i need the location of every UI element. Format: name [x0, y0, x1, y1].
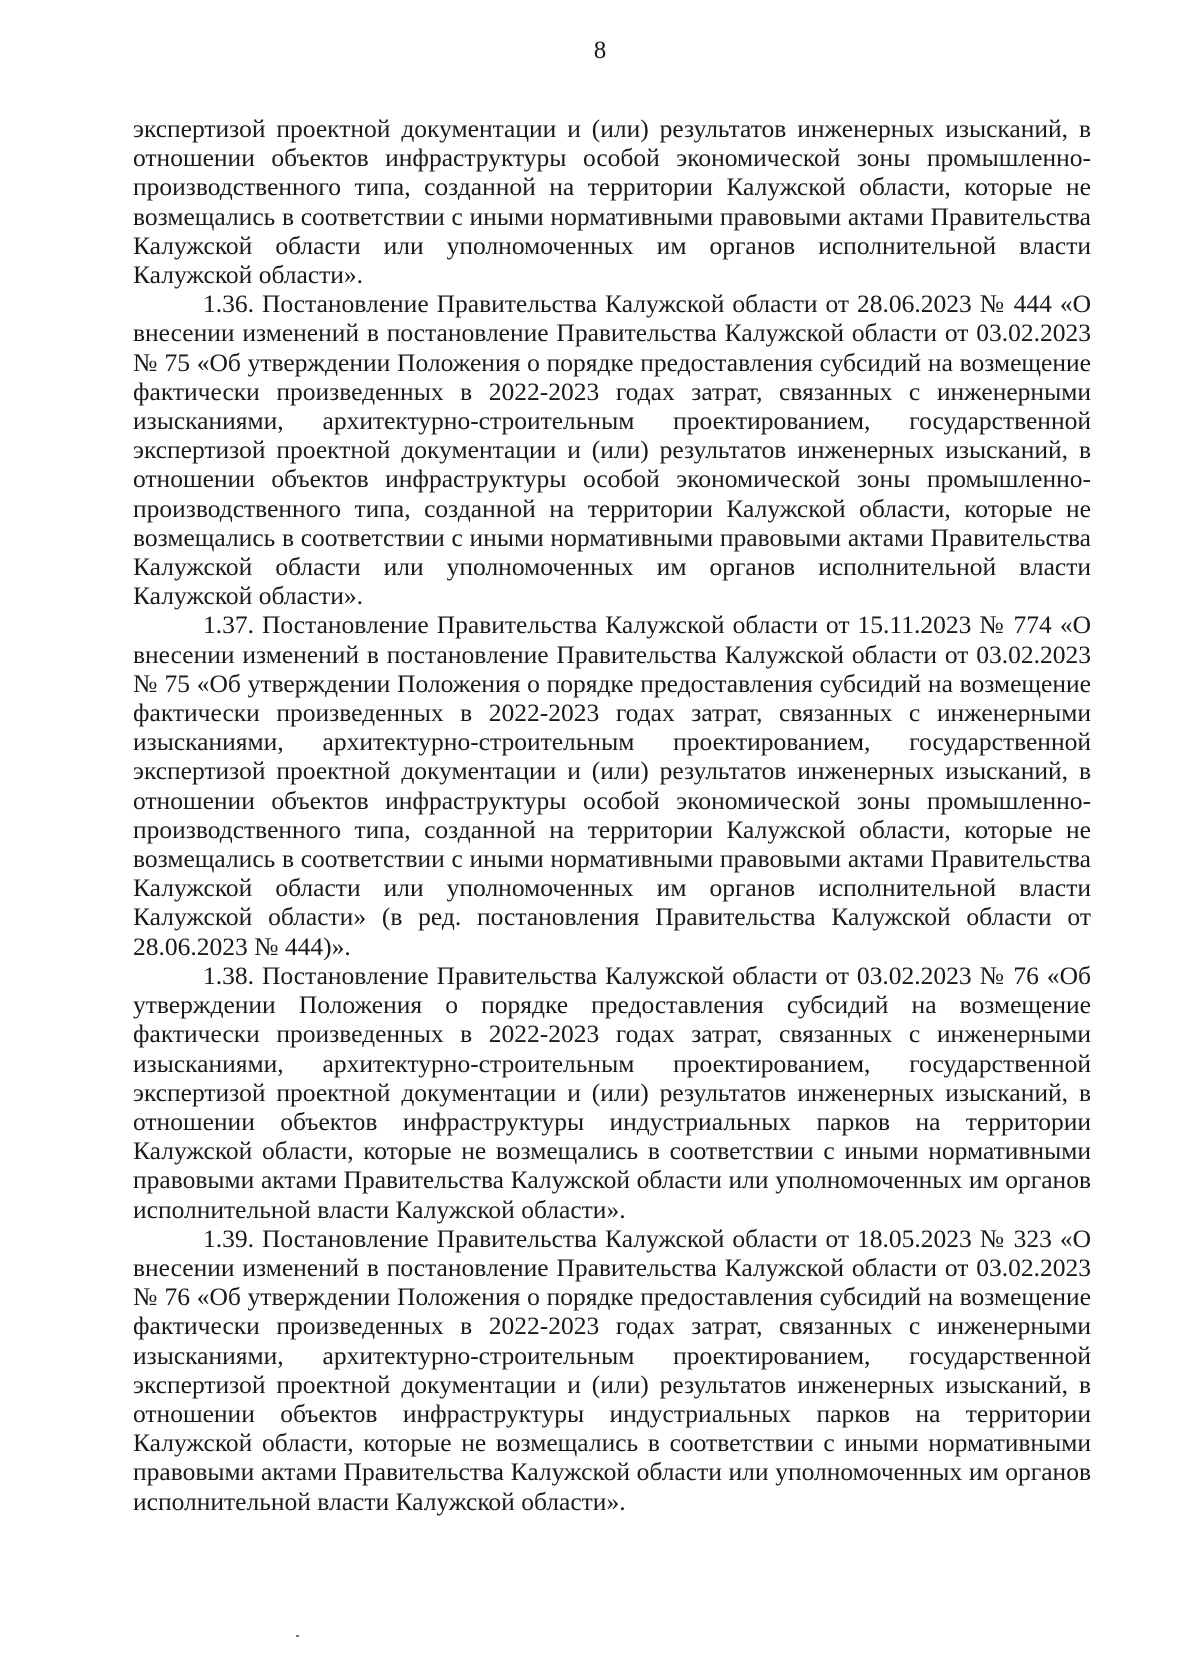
document-body [133, 114, 1091, 1516]
paragraph-text: Постановление Правительства Калужской области от 18.05.2023 № 323 «О внесении изменений в постановление Правительства Калужской области от 03.02.2023 № 76 «Об утверждении Положения о порядке предоставления субсидий на возмещение фактически произведенных в 2022-2023 годах затрат, связанных с инженерными изысканиями, архитектурно-строительным проектированием, государственной экспертизой проектной документации и (или) результатов инженерных изысканий, в отношении объектов инфраструктуры индустриальных парков на территории Калужской области, которые не возмещались в соответствии с иными нормативными правовыми актами Правительства Калужской области или уполномоченных им органов исполнительной власти Калужской области». [133, 1223, 1091, 1516]
paragraph-item-1-36 [133, 289, 1091, 610]
item-number: 1.39. [203, 1223, 254, 1253]
paragraph-text: Постановление Правительства Калужской области от 15.11.2023 № 774 «О внесении изменений в постановление Правительства Калужской области от 03.02.2023 № 75 «Об утверждении Положения о порядке предоставления субсидий на возмещение фактически произведенных в 2022-2023 годах затрат, связанных с инженерными изысканиями, архитектурно-строительным проектированием, государственной экспертизой проектной документации и (или) результатов инженерных изысканий, в отношении объектов инфраструктуры особой экономической зоны промышленно-производственного типа, созданной на территории Калужской области, которые не возмещались в соответствии с иными нормативными правовыми актами Правительства Калужской области или уполномоченных им органов исполнительной власти Калужской области» (в ред. постановления Правительства Калужской области от 28.06.2023 № 444)». [133, 610, 1091, 961]
paragraph-item-1-39 [133, 1224, 1091, 1516]
scan-speck [296, 1635, 299, 1637]
item-number: 1.37. [203, 610, 254, 640]
paragraph-item-1-38 [133, 961, 1091, 1224]
item-number: 1.36. [203, 289, 254, 319]
page-number: 8 [593, 37, 607, 64]
paragraph-text: экспертизой проектной документации и (или) результатов инженерных изысканий, в отношении объектов инфраструктуры особой экономической зоны промышленно-производственного типа, созданной на территории Калужской области, которые не возмещались в соответствии с иными нормативными правовыми актами Правительства Калужской области или уполномоченных им органов исполнительной власти Калужской области». [133, 114, 1091, 290]
paragraph-item-1-37 [133, 610, 1091, 960]
paragraph-continuation [133, 114, 1091, 289]
item-number: 1.38. [203, 960, 254, 990]
paragraph-text: Постановление Правительства Калужской области от 28.06.2023 № 444 «О внесении изменений в постановление Правительства Калужской области от 03.02.2023 № 75 «Об утверждении Положения о порядке предоставления субсидий на возмещение фактически произведенных в 2022-2023 годах затрат, связанных с инженерными изысканиями, архитектурно-строительным проектированием, государственной экспертизой проектной документации и (или) результатов инженерных изысканий, в отношении объектов инфраструктуры особой экономической зоны промышленно-производственного типа, созданной на территории Калужской области, которые не возмещались в соответствии с иными нормативными правовыми актами Правительства Калужской области или уполномоченных им органов исполнительной власти Калужской области». [133, 289, 1091, 611]
paragraph-text: Постановление Правительства Калужской области от 03.02.2023 № 76 «Об утверждении Положения о порядке предоставления субсидий на возмещение фактически произведенных в 2022-2023 годах затрат, связанных с инженерными изысканиями, архитектурно-строительным проектированием, государственной экспертизой проектной документации и (или) результатов инженерных изысканий, в отношении объектов инфраструктуры индустриальных парков на территории Калужской области, которые не возмещались в соответствии с иными нормативными правовыми актами Правительства Калужской области или уполномоченных им органов исполнительной власти Калужской области». [133, 960, 1091, 1224]
